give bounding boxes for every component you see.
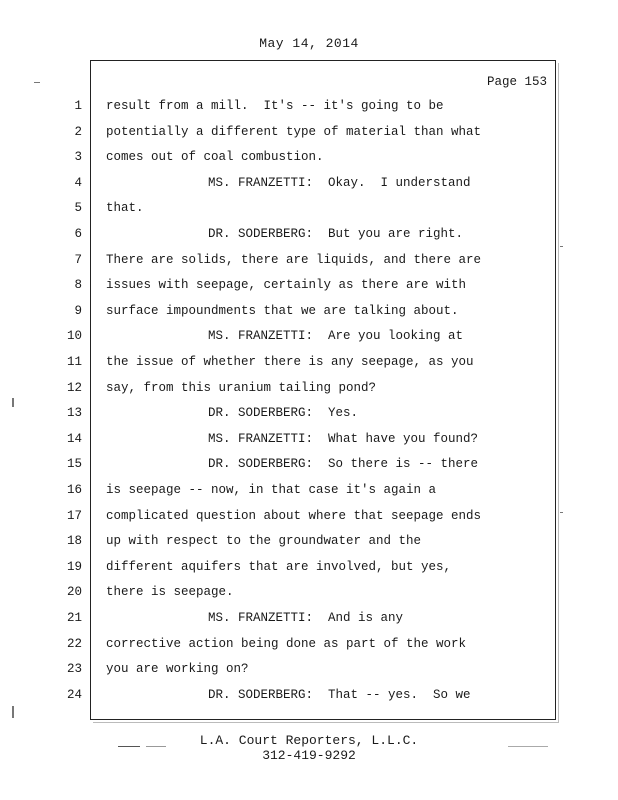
transcript-line [0, 302, 618, 320]
scan-speck [560, 246, 563, 247]
line-text: that. [106, 201, 144, 216]
transcript-line [0, 635, 618, 653]
line-number: 22 [66, 636, 82, 651]
court-reporter-name: L.A. Court Reporters, L.L.C. [199, 733, 419, 748]
transcript-line [0, 97, 618, 115]
line-text: up with respect to the groundwater and the [106, 534, 422, 549]
line-number: 15 [66, 457, 82, 472]
transcript-line [0, 148, 618, 166]
transcript-line [0, 532, 618, 550]
line-number: 10 [66, 329, 82, 344]
line-text: corrective action being done as part of the work [106, 636, 467, 651]
line-number: 20 [66, 585, 82, 600]
line-text: comes out of coal combustion. [106, 150, 324, 165]
transcript-line [0, 174, 618, 192]
line-text: DR. SODERBERG: But you are right. [208, 227, 464, 241]
line-text: DR. SODERBERG: So there is -- there [208, 457, 479, 472]
line-number: 13 [66, 406, 82, 421]
line-text: DR. SODERBERG: That -- yes. So we [208, 687, 471, 702]
line-number: 17 [66, 508, 82, 523]
line-text: issues with seepage, certainly as there are with [106, 278, 467, 293]
line-number: 16 [66, 483, 82, 497]
line-text: the issue of whether there is any seepage, as you [106, 355, 474, 369]
line-number: 19 [66, 559, 82, 574]
line-text: there is seepage. [106, 585, 234, 600]
line-number: 21 [66, 611, 82, 625]
scan-speck [34, 82, 40, 83]
transcript-line [0, 481, 618, 499]
transcript-line [0, 686, 618, 704]
transcript-line [0, 199, 618, 217]
line-text: There are solids, there are liquids, and there are [106, 252, 482, 267]
line-number: 2 [74, 124, 82, 139]
line-text: you are working on? [106, 662, 249, 677]
line-text: potentially a different type of material than what [106, 124, 482, 139]
line-text: surface impoundments that we are talking about. [106, 303, 459, 318]
line-text: DR. SODERBERG: Yes. [208, 406, 359, 421]
transcript-line [0, 353, 618, 371]
transcript-line [0, 455, 618, 473]
transcript-line [0, 123, 618, 141]
line-number: 24 [66, 687, 82, 702]
line-text: MS. FRANZETTI: Are you looking at [208, 329, 464, 344]
transcript-line [0, 251, 618, 269]
line-number: 3 [74, 150, 82, 165]
transcript-date: May 14, 2014 [259, 36, 359, 51]
transcript-line [0, 507, 618, 525]
line-number: 18 [66, 534, 82, 549]
transcript-line [0, 276, 618, 294]
line-number: 1 [74, 99, 82, 113]
transcript-line [0, 225, 618, 243]
line-number: 5 [74, 201, 82, 216]
line-text: result from a mill. It's -- it's going to be [106, 99, 444, 113]
transcript-line [0, 404, 618, 422]
line-text: is seepage -- now, in that case it's again a [106, 483, 437, 497]
transcript-line [0, 609, 618, 627]
transcript-line [0, 583, 618, 601]
transcript-line [0, 430, 618, 448]
scan-speck [12, 706, 14, 718]
line-text: MS. FRANZETTI: And is any [208, 611, 404, 625]
court-reporter-phone: 312-419-9292 [262, 748, 356, 763]
line-text: say, from this uranium tailing pond? [106, 380, 377, 395]
line-number: 8 [74, 278, 82, 293]
line-text: MS. FRANZETTI: What have you found? [208, 431, 479, 446]
transcript-line [0, 327, 618, 345]
transcript-line [0, 379, 618, 397]
footer [0, 733, 618, 763]
line-number: 12 [66, 380, 82, 395]
scan-speck [12, 398, 14, 407]
page-number: Page 153 [486, 75, 547, 89]
line-number: 4 [74, 175, 82, 190]
line-text: complicated question about where that seepage ends [106, 508, 482, 523]
scan-speck [560, 512, 563, 513]
transcript-line [0, 660, 618, 678]
line-text: different aquifers that are involved, but yes, [106, 559, 452, 574]
line-number: 9 [74, 303, 82, 318]
line-number: 14 [66, 431, 82, 446]
transcript-line [0, 558, 618, 576]
line-text: MS. FRANZETTI: Okay. I understand [208, 175, 471, 190]
line-number: 7 [74, 252, 82, 267]
line-number: 6 [74, 227, 82, 241]
line-number: 11 [66, 355, 82, 369]
line-number: 23 [66, 662, 82, 677]
